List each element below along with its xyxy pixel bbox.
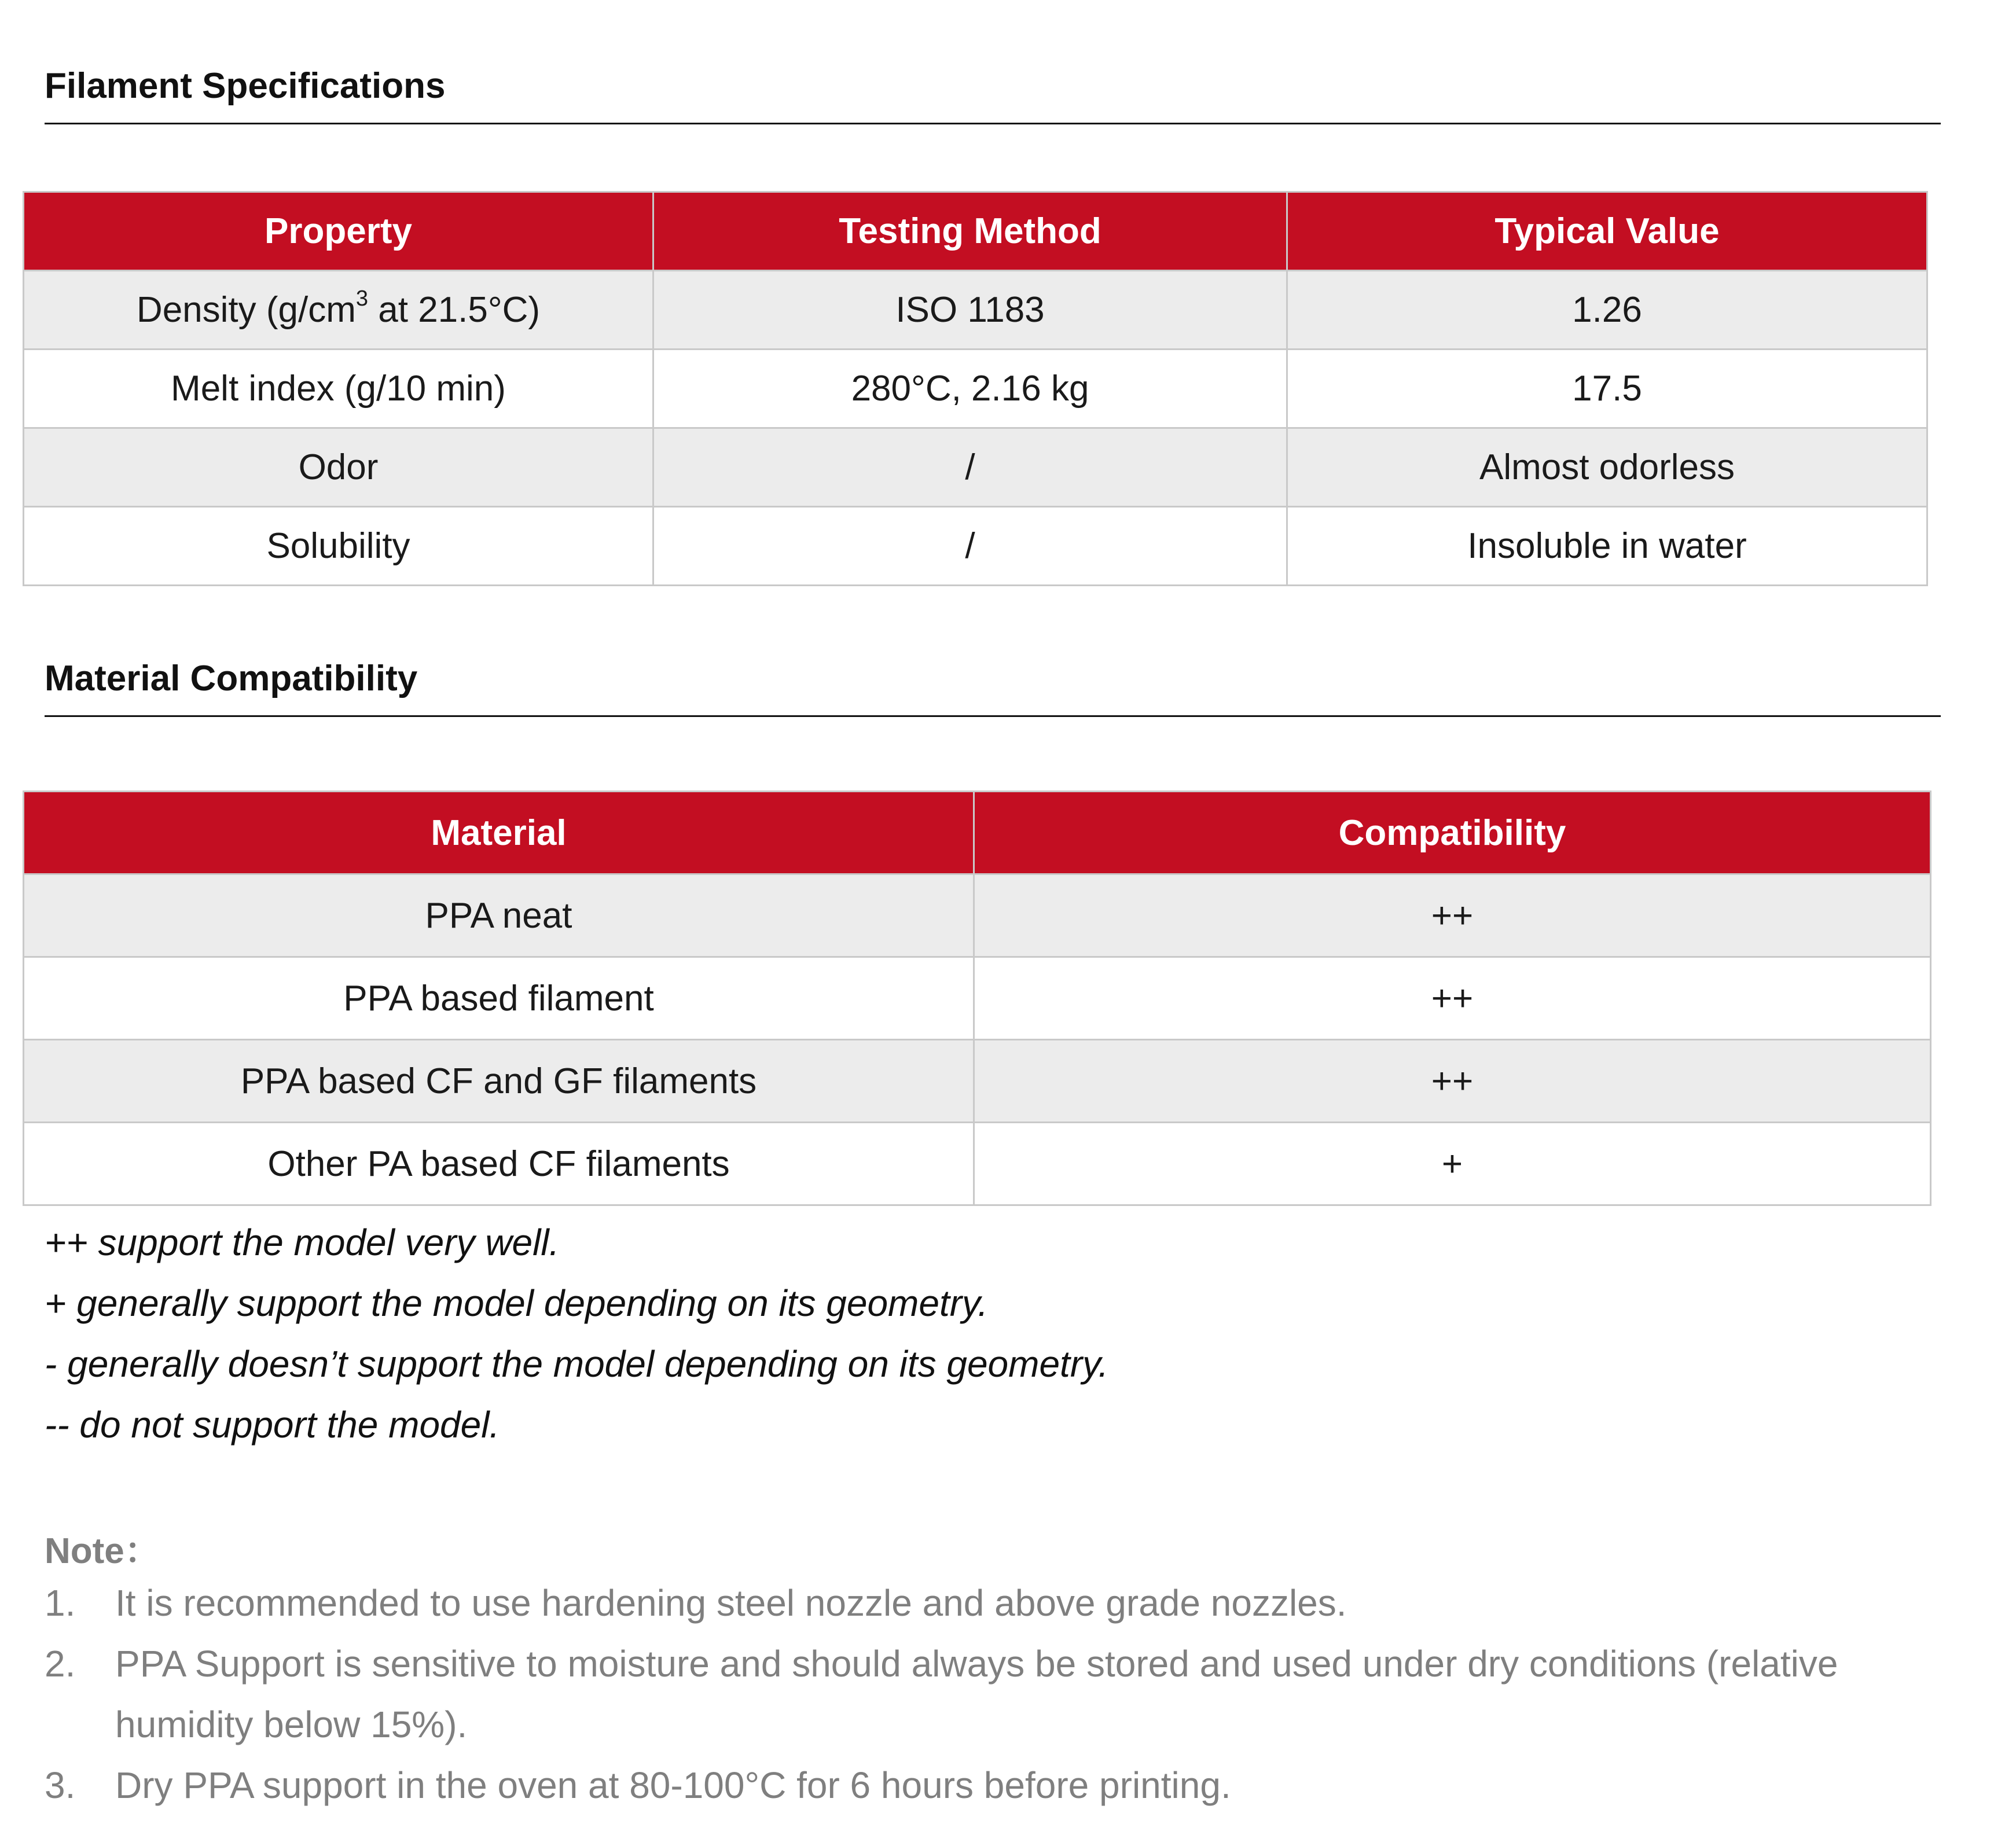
property-cell: Solubility [24,507,653,586]
material-cell: PPA neat [24,874,974,957]
material-compatibility-title: Material Compatibility [45,659,418,698]
legend-item: + generally support the model depending on its geometry. [45,1282,989,1324]
note-item [45,1573,1972,1634]
note-number: 3. [45,1764,76,1806]
material-cell: PPA based filament [24,957,974,1040]
method-cell: 280°C, 2.16 kg [653,350,1287,428]
section-divider [45,123,1941,124]
legend-item: ++ support the model very well. [45,1222,560,1263]
note-text: PPA Support is sensitive to moisture and should always be stored and used under dry conditions (relative humidity below 15%). [115,1643,1838,1745]
compatibility-cell: ++ [974,957,1931,1040]
header-compatibility: Compatibility [974,792,1931,874]
compatibility-legend [45,1212,1108,1455]
note-item [45,1634,1972,1755]
compatibility-cell: ++ [974,1040,1931,1123]
legend-item: -- do not support the model. [45,1404,500,1446]
table-row [24,271,1927,350]
table-row [24,957,1931,1040]
note-text: Dry PPA support in the oven at 80-100°C for 6 hours before printing. [115,1764,1231,1806]
table-row [24,874,1931,957]
header-typical-value: Typical Value [1287,192,1927,271]
filament-specifications-table [23,191,1928,586]
table-header-row [24,192,1927,271]
value-cell: 17.5 [1287,350,1927,428]
property-cell: Density ($g/cm^3$ at 21.5°C) [24,271,653,350]
compatibility-cell: + [974,1123,1931,1205]
table-row [24,1123,1931,1205]
table-row [24,507,1927,586]
property-cell: Odor [24,428,653,507]
compatibility-cell: ++ [974,874,1931,957]
value-cell: Insoluble in water [1287,507,1927,586]
table-row [24,350,1927,428]
material-cell: Other PA based CF filaments [24,1123,974,1205]
legend-item: - generally doesn’t support the model depending on its geometry. [45,1343,1109,1385]
note-number: 1. [45,1582,76,1624]
method-cell: / [653,428,1287,507]
filament-specifications-title: Filament Specifications [45,66,446,106]
note-item [45,1755,1972,1816]
note-number: 2. [45,1643,76,1685]
material-compatibility-table [23,790,1931,1206]
value-cell: Almost odorless [1287,428,1927,507]
header-testing-method: Testing Method [653,192,1287,271]
table-header-row [24,792,1931,874]
table-row [24,428,1927,507]
header-material: Material [24,792,974,874]
note-text: It is recommended to use hardening steel nozzle and above grade nozzles. [115,1582,1347,1624]
table-row [24,1040,1931,1123]
note-title: Note： [45,1531,160,1571]
header-property: Property [24,192,653,271]
method-cell: / [653,507,1287,586]
method-cell: ISO 1183 [653,271,1287,350]
material-cell: PPA based CF and GF filaments [24,1040,974,1123]
section-divider [45,715,1941,717]
property-cell: Melt index (g/10 min) [24,350,653,428]
value-cell: 1.26 [1287,271,1927,350]
note-list [45,1573,1972,1816]
